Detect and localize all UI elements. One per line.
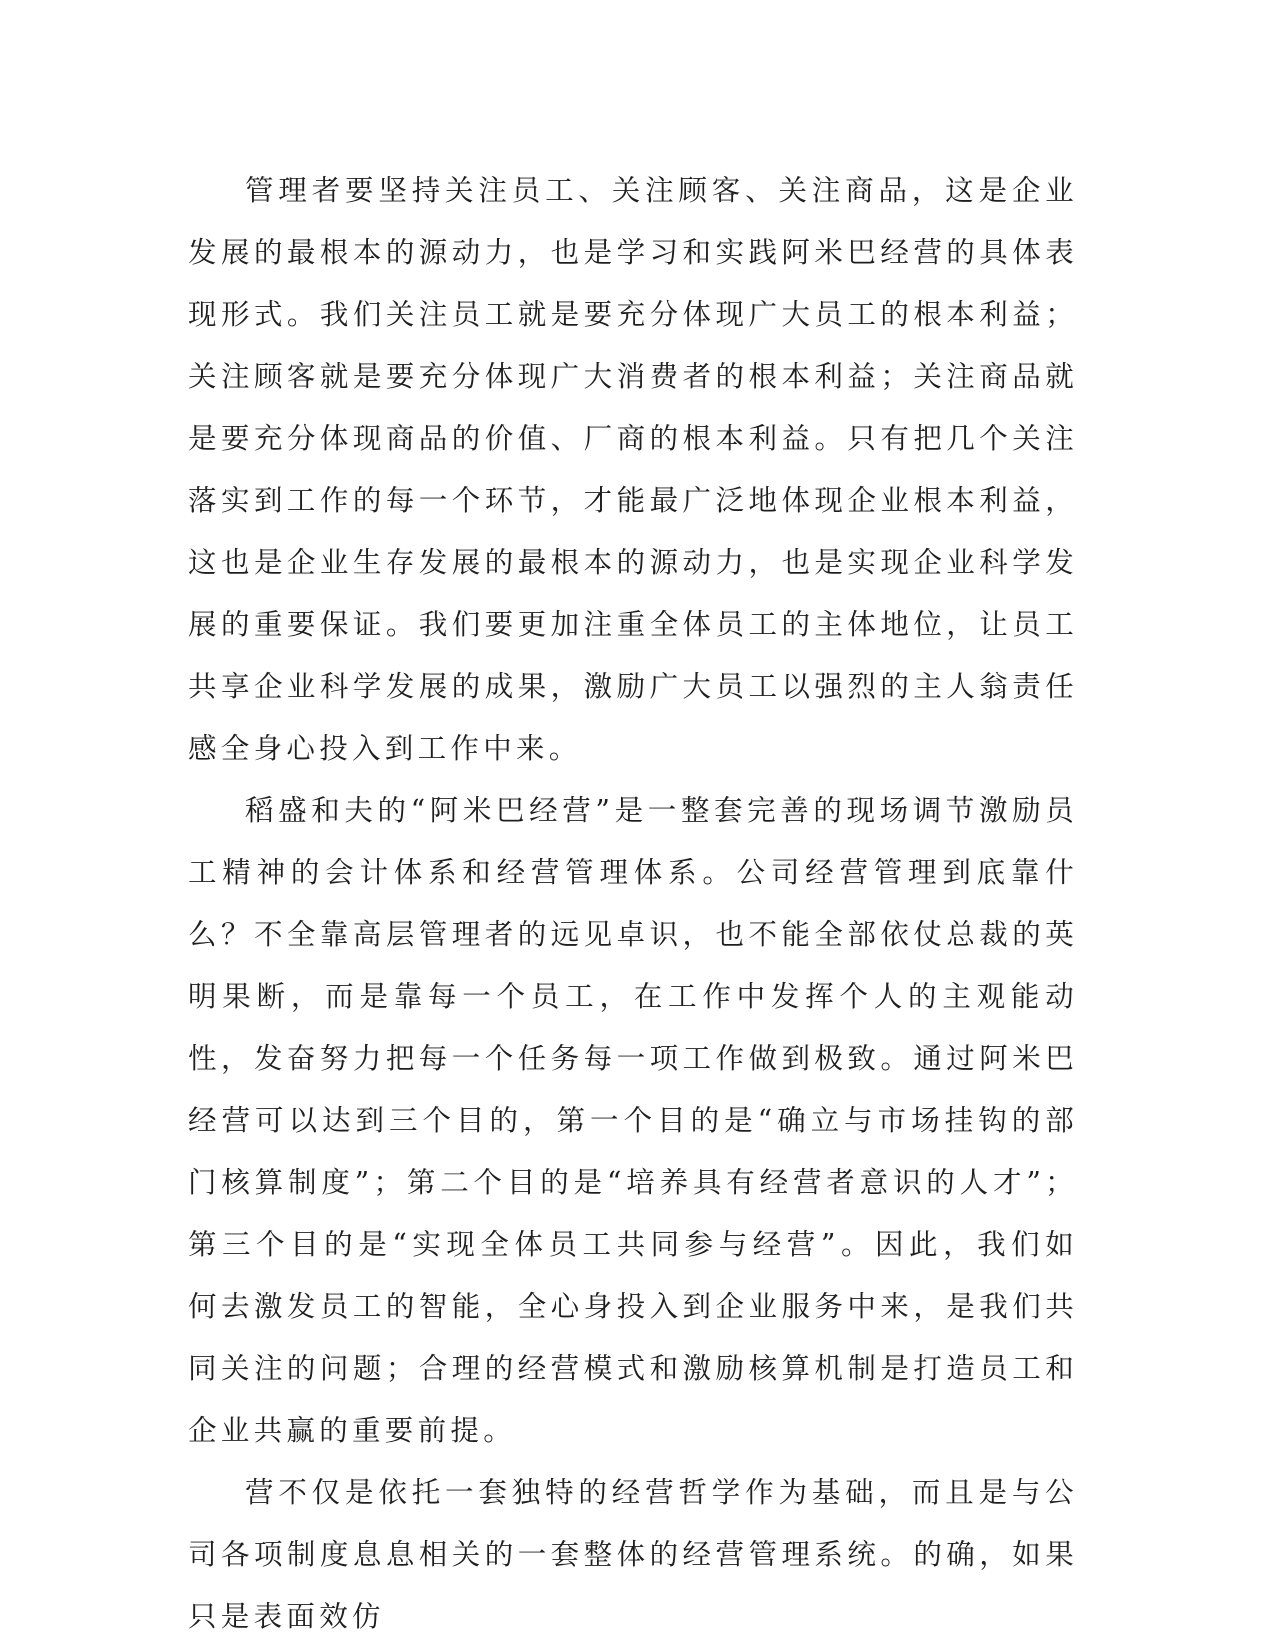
document-body [188, 160, 1078, 1648]
paragraph-3: 营不仅是依托一套独特的经营哲学作为基础，而且是与公司各项制度息息相关的一套整体的经营管理系统。的确，如果只是表面效仿 [188, 1476, 1078, 1633]
paragraph-1: 管理者要坚持关注员工、关注顾客、关注商品，这是企业发展的最根本的源动力，也是学习和实践阿米巴经营的具体表现形式。我们关注员工就是要充分体现广大员工的根本利益；关注顾客就是要充分体现广大消费者的根本利益；关注商品就是要充分体现商品的价值、厂商的根本利益。只有把几个关注落实到工作的每一个环节，才能最广泛地体现企业根本利益，这也是企业生存发展的最根本的源动力，也是实现企业科学发展的重要保证。我们要更加注重全体员工的主体地位，让员工共享企业科学发展的成果，激励广大员工以强烈的主人翁责任感全身心投入到工作中来。 [188, 174, 1078, 765]
paragraph-2: 稻盛和夫的“阿米巴经营”是一整套完善的现场调节激励员工精神的会计体系和经营管理体系。公司经营管理到底靠什么？不全靠高层管理者的远见卓识，也不能全部依仗总裁的英明果断，而是靠每一个员工，在工作中发挥个人的主观能动性，发奋努力把每一个任务每一项工作做到极致。通过阿米巴经营可以达到三个目的，第一个目的是“确立与市场挂钩的部门核算制度”；第二个目的是“培养具有经营者意识的人才”；第三个目的是“实现全体员工共同参与经营”。因此，我们如何去激发员工的智能，全心身投入到企业服务中来，是我们共同关注的问题；合理的经营模式和激励核算机制是打造员工和企业共赢的重要前提。 [188, 794, 1078, 1447]
